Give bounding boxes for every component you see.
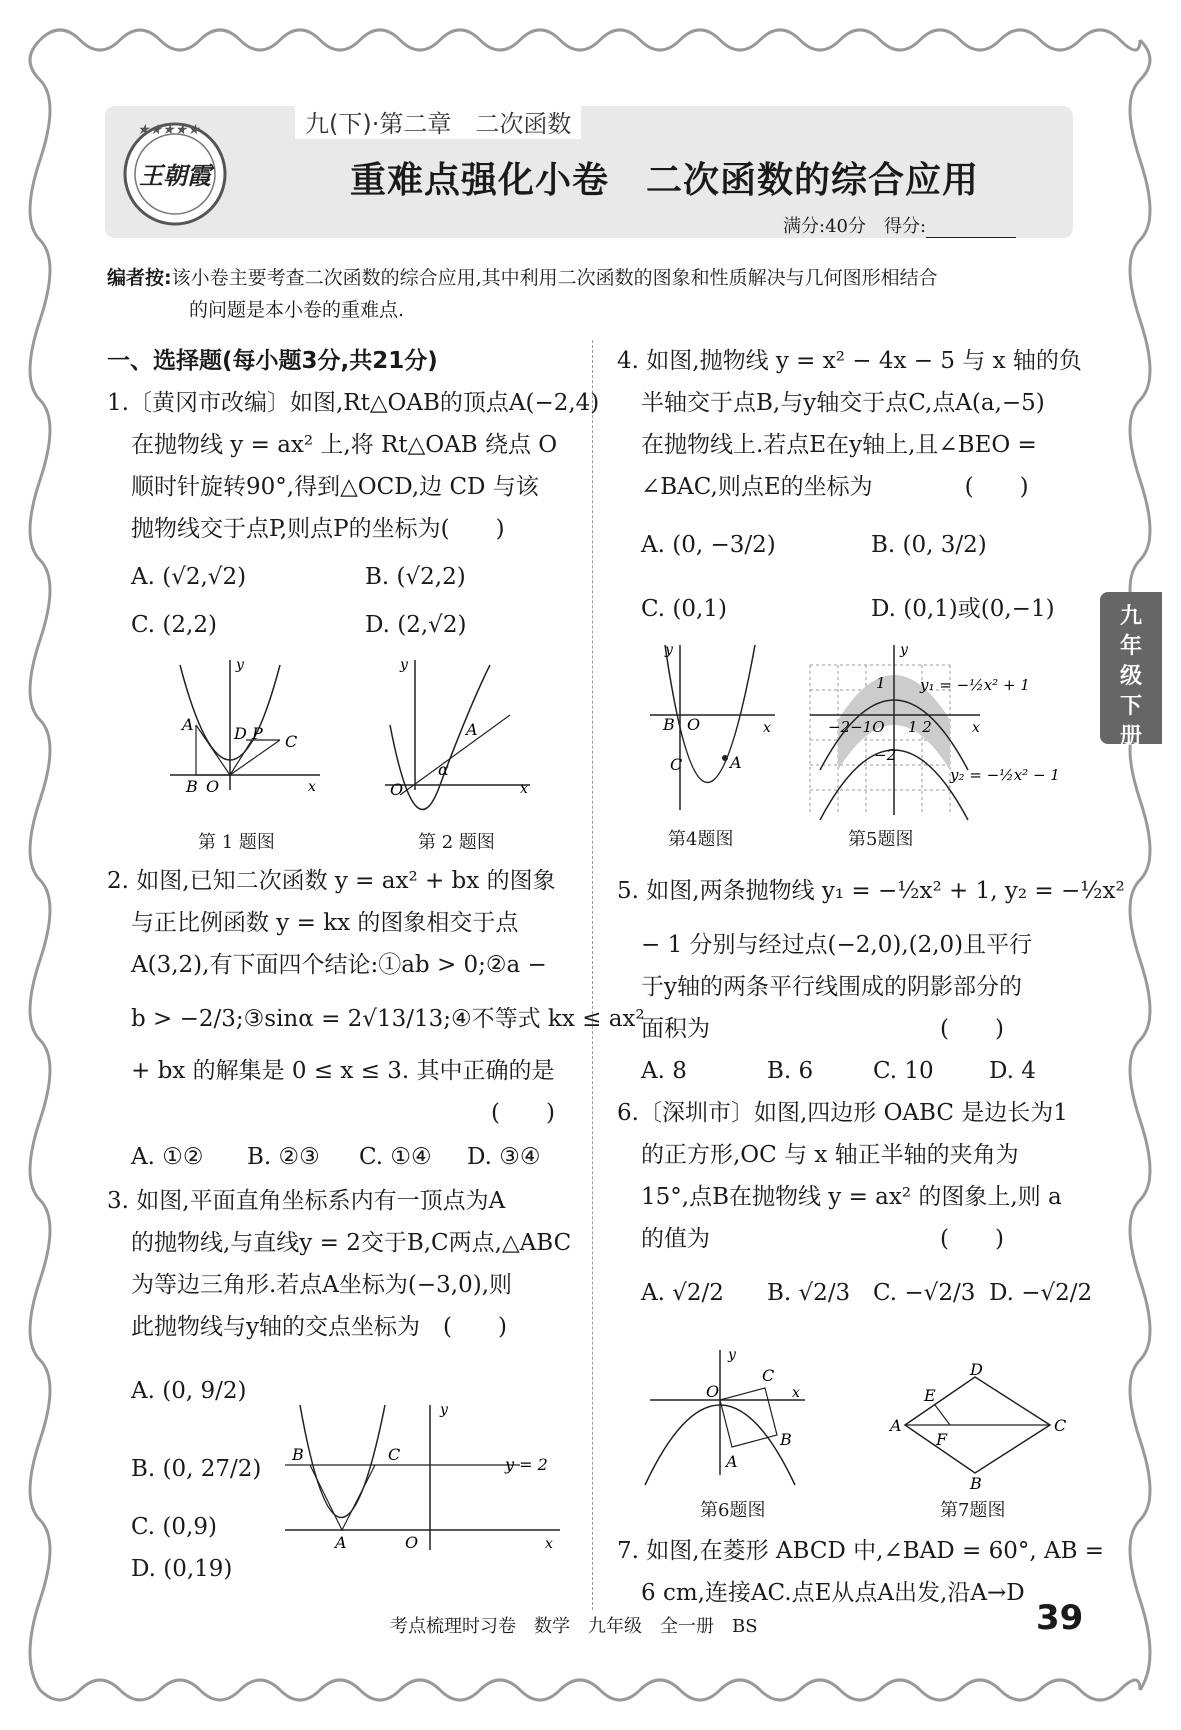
q2-option-b[interactable]: B. ②③ — [247, 1144, 320, 1170]
figure-6-caption: 第6题图 — [700, 1500, 766, 1521]
svg-text:A: A — [182, 715, 194, 734]
figure-6 — [640, 1345, 810, 1485]
figure-4 — [645, 640, 785, 815]
figure-5-caption: 第5题图 — [848, 829, 914, 850]
q7-line2: 6 cm,连接AC.点E从点A出发,沿A→D — [641, 1580, 1025, 1606]
q4-option-c[interactable]: C. (0,1) — [641, 596, 727, 622]
q4-option-a[interactable]: A. (0, −3/2) — [641, 532, 776, 558]
q3-line1: 3. 如图,平面直角坐标系内有一顶点为A — [107, 1188, 506, 1214]
svg-text:1 2: 1 2 — [908, 718, 932, 736]
q2-line3: A(3,2),有下面四个结论:①ab > 0;②a − — [131, 952, 547, 978]
q5-line3: 于y轴的两条平行线围成的阴影部分的 — [641, 974, 1022, 1000]
q3-line3: 为等边三角形.若点A坐标为(−3,0),则 — [131, 1272, 513, 1298]
svg-text:O: O — [687, 715, 701, 734]
q2-option-d[interactable]: D. ③④ — [467, 1144, 541, 1170]
q5-option-b[interactable]: B. 6 — [767, 1058, 814, 1084]
score-line: 满分:40分 得分: — [783, 212, 1016, 238]
q2-option-a[interactable]: A. ①② — [131, 1144, 204, 1170]
svg-text:y = 2: y = 2 — [505, 1455, 548, 1474]
publisher-logo — [115, 112, 235, 232]
q3-option-c[interactable]: C. (0,9) — [131, 1514, 217, 1540]
svg-text:A: A — [335, 1533, 347, 1552]
grade-side-tab: 九年级下册 — [1100, 592, 1162, 744]
svg-text:B: B — [292, 1445, 304, 1464]
q4-line1: 4. 如图,抛物线 y = x² − 4x − 5 与 x 轴的负 — [617, 348, 1082, 374]
figure-5 — [810, 640, 1080, 815]
q4-line2: 半轴交于点B,与y轴交于点C,点A(a,−5) — [641, 390, 1045, 416]
q2-line4: b > −2/3;③sinα = 2√13/13;④不等式 kx ≤ ax² — [131, 1006, 645, 1032]
q6-option-b[interactable]: B. √2/3 — [767, 1280, 851, 1306]
q5-option-d[interactable]: D. 4 — [989, 1058, 1036, 1084]
q3-option-a[interactable]: A. (0, 9/2) — [131, 1378, 247, 1404]
q5-line1: 5. 如图,两条抛物线 y₁ = −½x² + 1, y₂ = −½x² — [617, 878, 1125, 904]
q2-line2: 与正比例函数 y = kx 的图象相交于点 — [131, 910, 519, 936]
figure-2-caption: 第 2 题图 — [418, 832, 495, 853]
svg-text:A: A — [890, 1416, 902, 1435]
chapter-label: 九(下)·第二章 二次函数 — [295, 104, 581, 139]
svg-text:O: O — [390, 780, 404, 799]
svg-text:O: O — [706, 1382, 720, 1401]
svg-text:y: y — [728, 1347, 736, 1363]
svg-text:y: y — [440, 1402, 448, 1418]
svg-text:x: x — [792, 1385, 800, 1401]
figure-7-caption: 第7题图 — [940, 1500, 1006, 1521]
q5-option-c[interactable]: C. 10 — [873, 1058, 934, 1084]
q6-line4: 的值为 ( ) — [641, 1226, 1004, 1252]
svg-text:y₁ = −½x² + 1: y₁ = −½x² + 1 — [920, 676, 1030, 694]
svg-text:x: x — [308, 779, 316, 795]
svg-text:−2: −2 — [874, 746, 897, 764]
svg-text:D: D — [970, 1360, 983, 1379]
q5-line4: 面积为 ( ) — [641, 1016, 1004, 1042]
q6-option-c[interactable]: C. −√2/3 — [873, 1280, 976, 1306]
page-title: 重难点强化小卷 二次函数的综合应用 — [350, 160, 980, 201]
page-number: 39 — [1036, 1598, 1084, 1638]
svg-text:x: x — [972, 720, 980, 736]
svg-text:★★★★★: ★★★★★ — [137, 122, 200, 138]
svg-text:y: y — [665, 642, 673, 658]
svg-text:王朝霞: 王朝霞 — [139, 161, 211, 190]
q6-option-a[interactable]: A. √2/2 — [641, 1280, 724, 1306]
svg-text:P: P — [252, 724, 263, 743]
svg-text:x: x — [763, 720, 771, 736]
svg-text:C: C — [285, 732, 298, 751]
q3-line2: 的抛物线,与直线y = 2交于B,C两点,△ABC — [131, 1230, 572, 1256]
q3-option-b[interactable]: B. (0, 27/2) — [131, 1456, 262, 1482]
q6-line2: 的正方形,OC 与 x 轴正半轴的夹角为 — [641, 1142, 1019, 1168]
svg-text:y: y — [236, 657, 244, 673]
svg-text:F: F — [936, 1430, 948, 1449]
svg-text:O: O — [206, 777, 220, 796]
figure-1-caption: 第 1 题图 — [198, 832, 275, 853]
figure-4-caption: 第4题图 — [668, 829, 734, 850]
svg-text:y: y — [400, 657, 408, 673]
section-title: 一、选择题(每小题3分,共21分) — [107, 348, 438, 374]
svg-text:O: O — [405, 1533, 419, 1552]
q4-line4: ∠BAC,则点E的坐标为 ( ) — [641, 474, 1029, 500]
svg-text:D: D — [234, 724, 247, 743]
svg-text:C: C — [762, 1366, 775, 1385]
q1-line3: 顺时针旋转90°,得到△OCD,边 CD 与该 — [131, 474, 539, 500]
q3-option-d[interactable]: D. (0,19) — [131, 1556, 233, 1582]
q1-option-c[interactable]: C. (2,2) — [131, 612, 217, 638]
column-divider — [592, 340, 593, 1610]
figure-3 — [280, 1400, 570, 1560]
score-blank[interactable] — [926, 222, 1016, 238]
q6-line1: 6.〔深圳市〕如图,四边形 OABC 是边长为1 — [617, 1100, 1068, 1126]
svg-text:A: A — [726, 1452, 738, 1471]
svg-text:B: B — [970, 1474, 982, 1493]
svg-text:x: x — [520, 781, 528, 797]
figure-7 — [890, 1360, 1070, 1493]
editor-note: 编者按:该小卷主要考查二次函数的综合应用,其中利用二次函数的图象和性质解决与几何图形相结合 的问题是本小卷的重难点. — [107, 267, 938, 321]
q5-option-a[interactable]: A. 8 — [641, 1058, 687, 1084]
svg-text:y: y — [900, 642, 908, 658]
q2-line1: 2. 如图,已知二次函数 y = ax² + bx 的图象 — [107, 868, 556, 894]
q2-line5: + bx 的解集是 0 ≤ x ≤ 3. 其中正确的是 — [131, 1058, 555, 1084]
q1-line2: 在抛物线 y = ax² 上,将 Rt△OAB 绕点 O — [131, 432, 558, 458]
q5-line2: − 1 分别与经过点(−2,0),(2,0)且平行 — [641, 932, 1033, 958]
svg-text:A: A — [730, 753, 742, 772]
svg-text:−2−1O: −2−1O — [828, 718, 885, 736]
q1-option-a[interactable]: A. (√2,√2) — [131, 564, 247, 590]
svg-text:C: C — [670, 755, 683, 774]
svg-text:y₂ = −½x² − 1: y₂ = −½x² − 1 — [950, 766, 1060, 784]
q3-line4: 此抛物线与y轴的交点坐标为 ( ) — [131, 1314, 507, 1340]
svg-text:C: C — [1054, 1416, 1067, 1435]
figure-1 — [160, 655, 330, 795]
q1-option-d[interactable]: D. (2,√2) — [365, 612, 467, 638]
q2-option-c[interactable]: C. ①④ — [359, 1144, 432, 1170]
svg-text:A: A — [466, 720, 478, 739]
footer-text: 考点梳理时习卷 数学 九年级 全一册 BS — [390, 1616, 758, 1637]
q4-line3: 在抛物线上.若点E在y轴上,且∠BEO = — [641, 432, 1037, 458]
svg-text:B: B — [186, 777, 198, 796]
q6-option-d[interactable]: D. −√2/2 — [989, 1280, 1093, 1306]
q7-line1: 7. 如图,在菱形 ABCD 中,∠BAD = 60°, AB = — [617, 1538, 1105, 1564]
q6-line3: 15°,点B在抛物线 y = ax² 的图象上,则 a — [641, 1184, 1062, 1210]
svg-text:α: α — [438, 760, 449, 779]
q1-option-b[interactable]: B. (√2,2) — [365, 564, 466, 590]
svg-text:B: B — [663, 715, 675, 734]
svg-text:E: E — [924, 1386, 936, 1405]
q1-line1: 1.〔黄冈市改编〕如图,Rt△OAB的顶点A(−2,4) — [107, 390, 600, 416]
q2-line6: ( ) — [491, 1100, 555, 1126]
svg-text:1: 1 — [876, 674, 886, 692]
svg-text:B: B — [780, 1430, 792, 1449]
q4-option-d[interactable]: D. (0,1)或(0,−1) — [871, 596, 1055, 622]
q4-option-b[interactable]: B. (0, 3/2) — [871, 532, 987, 558]
figure-2 — [380, 655, 540, 799]
q1-line4: 抛物线交于点P,则点P的坐标为( ) — [131, 516, 505, 542]
svg-text:C: C — [388, 1445, 401, 1464]
svg-text:x: x — [545, 1536, 553, 1552]
